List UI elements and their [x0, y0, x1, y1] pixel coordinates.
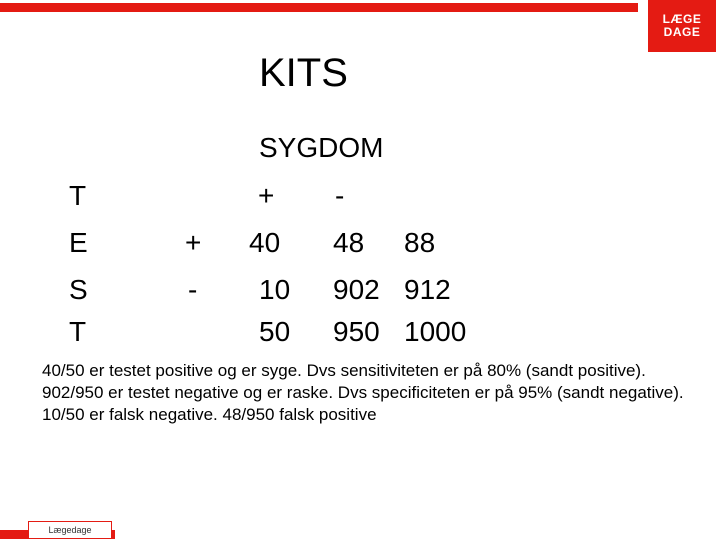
explanation-text: [42, 360, 702, 426]
cell-total-healthy: 950: [333, 316, 380, 347]
logo-line-2: DAGE: [663, 25, 701, 39]
footer-label: Lægedage: [28, 521, 112, 539]
top-accent-bar: [0, 3, 638, 12]
row-sign-positive: +: [185, 227, 202, 258]
row-letter-t: T: [69, 180, 87, 211]
cell-total-negative: 912: [404, 274, 451, 305]
cell-true-positive: 40: [249, 227, 281, 258]
row-letter-t-last: T: [69, 316, 87, 347]
cell-total-diseased: 50: [259, 316, 291, 347]
explanation-specificity: 902/950 er testet negative og er raske. Dvs specificiteten er på 95% (sandt negative).: [42, 383, 684, 402]
column-header-positive: +: [258, 180, 275, 211]
table-header-sygdom: SYGDOM: [259, 132, 384, 163]
cell-grand-total: 1000: [404, 316, 467, 347]
logo-line-1: LÆGE: [662, 12, 702, 26]
column-header-negative: -: [335, 180, 345, 211]
laegedage-logo: [648, 0, 716, 52]
explanation-sensitivity: 40/50 er testet positive og er syge. Dvs sensitiviteten er på 80% (sandt positive).: [42, 361, 646, 380]
cell-false-negative: 10: [259, 274, 291, 305]
row-sign-negative: -: [188, 274, 198, 305]
cell-total-positive: 88: [404, 227, 436, 258]
row-letter-e: E: [69, 227, 88, 258]
cell-false-positive: 48: [333, 227, 365, 258]
explanation-false-results: 10/50 er falsk negative. 48/950 falsk positive: [42, 405, 377, 424]
slide-title: KITS: [259, 51, 348, 95]
row-letter-s: S: [69, 274, 88, 305]
cell-true-negative: 902: [333, 274, 380, 305]
